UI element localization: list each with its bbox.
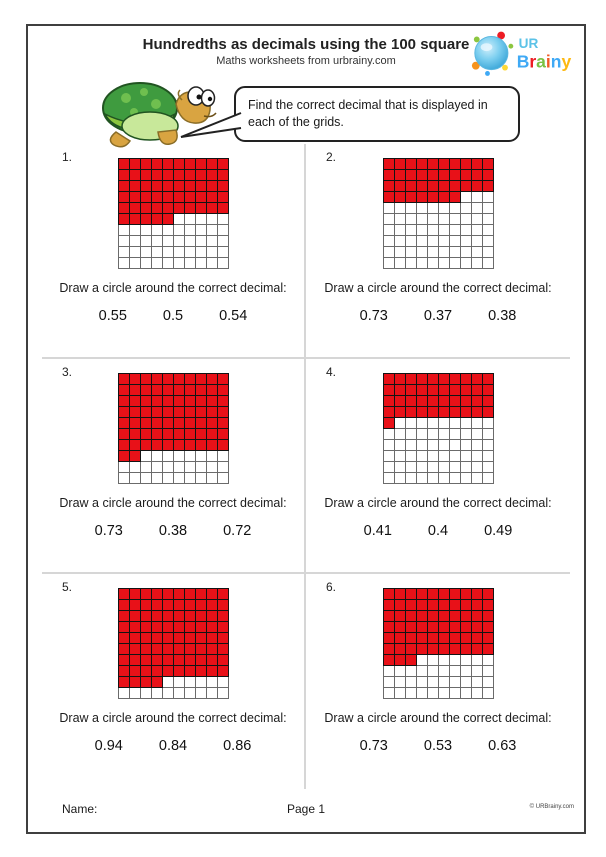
question-5: [42, 574, 306, 789]
decimal-option: 0.41: [363, 523, 392, 539]
decimal-option: 0.84: [158, 738, 188, 754]
decimal-option: 0.4: [427, 523, 449, 539]
hundred-square-table: [383, 158, 494, 269]
decimal-options: [42, 523, 304, 539]
logo-line2: Brainy: [516, 51, 572, 72]
question-number: 3.: [62, 365, 73, 379]
hundred-square-grid: [306, 588, 570, 699]
instruction-text: Draw a circle around the correct decimal:: [324, 281, 552, 295]
decimal-options: [306, 308, 570, 324]
question-3: [42, 359, 306, 574]
logo-line1: UR: [518, 36, 539, 52]
questions-grid: [42, 144, 570, 789]
hundred-square-table: [118, 373, 229, 484]
decimal-option: 0.73: [94, 523, 123, 539]
urbrainy-globe-logo-icon: [468, 28, 580, 80]
hundred-square-table: [118, 158, 229, 269]
question-4: [306, 359, 570, 574]
question-number: 5.: [62, 580, 73, 594]
decimal-options: [42, 308, 304, 324]
decimal-option: 0.63: [488, 738, 517, 754]
instruction-text: Draw a circle around the correct decimal:: [324, 496, 552, 510]
decimal-option: 0.73: [359, 738, 388, 754]
question-2: [306, 144, 570, 359]
decimal-option: 0.54: [219, 308, 248, 324]
instruction-text: Draw a circle around the correct decimal:: [59, 281, 287, 295]
decimal-options: [42, 738, 304, 754]
speech-bubble: [234, 86, 520, 142]
hundred-square-grid: [42, 373, 304, 484]
decimal-option: 0.73: [359, 308, 388, 324]
speech-bubble-text: Find the correct decimal that is displayed in each of the grids.: [248, 98, 488, 129]
copyright-text: © URBrainy.com: [529, 804, 574, 810]
decimal-option: 0.72: [223, 523, 252, 539]
instruction-text: Draw a circle around the correct decimal:: [324, 711, 552, 725]
page-number: Page 1: [286, 802, 326, 816]
question-number: 2.: [326, 150, 337, 164]
decimal-option: 0.55: [98, 308, 127, 324]
page-border-frame: [26, 24, 586, 834]
hundred-square-table: [118, 588, 229, 699]
decimal-option: 0.38: [158, 523, 188, 539]
decimal-option: 0.49: [484, 523, 513, 539]
decimal-option: 0.5: [162, 308, 184, 324]
decimal-option: 0.37: [423, 308, 453, 324]
speech-bubble-tail: [180, 110, 242, 142]
hundred-square-grid: [42, 588, 304, 699]
page-title: Hundredths as decimals using the 100 square: [142, 36, 470, 53]
question-1: [42, 144, 306, 359]
hundred-square-table: [383, 588, 494, 699]
hundred-square-table: [383, 373, 494, 484]
question-number: 4.: [326, 365, 337, 379]
question-6: [306, 574, 570, 789]
question-number: 6.: [326, 580, 337, 594]
instruction-text: Draw a circle around the correct decimal:: [59, 496, 287, 510]
decimal-option: 0.38: [488, 308, 517, 324]
name-label: Name:: [62, 802, 98, 816]
hundred-square-grid: [42, 158, 304, 269]
decimal-option: 0.53: [423, 738, 453, 754]
hundred-square-grid: [306, 373, 570, 484]
instruction-text: Draw a circle around the correct decimal:: [59, 711, 287, 725]
hundred-square-grid: [306, 158, 570, 269]
decimal-options: [306, 738, 570, 754]
page-subtitle: Maths worksheets from urbrainy.com: [216, 55, 396, 67]
decimal-option: 0.86: [223, 738, 252, 754]
question-number: 1.: [62, 150, 73, 164]
decimal-options: [306, 523, 570, 539]
decimal-option: 0.94: [94, 738, 123, 754]
